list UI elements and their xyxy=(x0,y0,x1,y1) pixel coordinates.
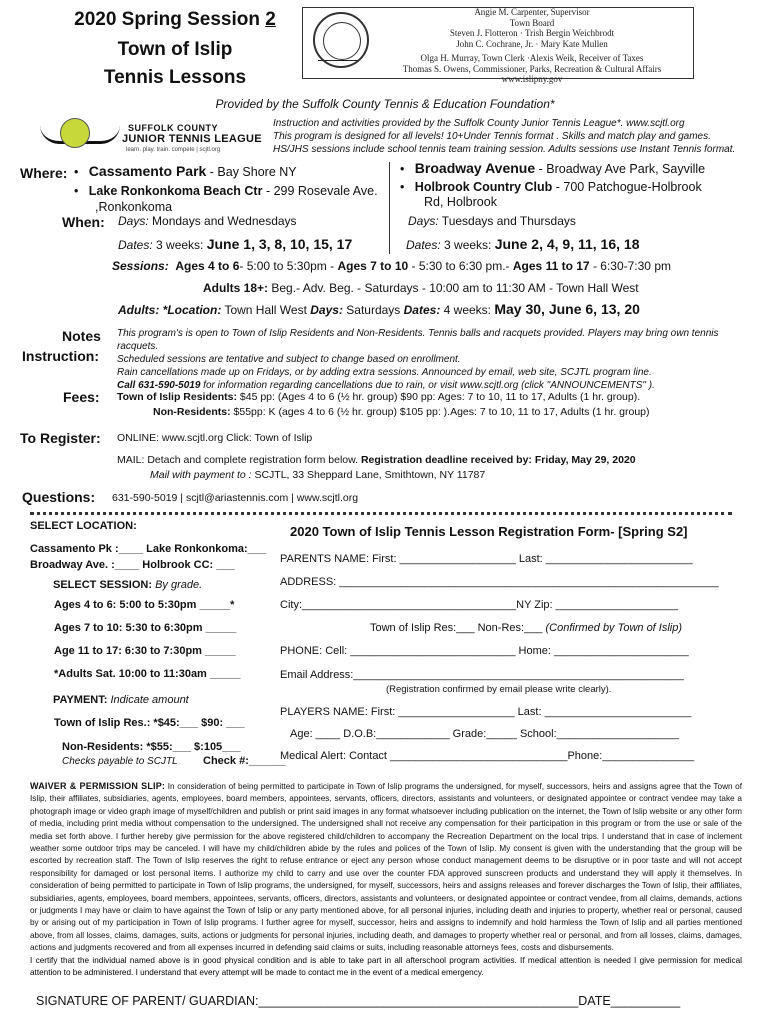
tennis-ball-icon xyxy=(60,118,90,148)
official-clerk: Olga H. Murray, Town Clerk ·Alexis Weik, Receiver of Taxes xyxy=(420,53,644,63)
page-title-line1: 2020 Spring Session 2 xyxy=(74,9,276,30)
payment-residents[interactable]: Town of Islip Res.: *$45:___ $90: ___ xyxy=(54,717,245,729)
location-holbrook: • Holbrook Country Club - 700 Patchogue-Holbrook xyxy=(400,180,702,194)
parents-name-field[interactable]: PARENTS NAME: First: ___________________ Last: ________________________ xyxy=(280,553,693,565)
medical-alert-field[interactable]: Medical Alert: Contact _____________________________Phone:_______________ xyxy=(280,750,695,762)
fees-nonresidents: Non-Residents: $55pp: K (ages 4 to 6 (½ hr. group) $105 pp: ).Ages: 7 to 10, 11 to 17, Adults (1 hr. group) xyxy=(153,406,650,418)
notes-line-1: This program's is open to Town of Islip Residents and Non-Residents. Tennis balls and racquets provided. Players may bring own tennis racquets. xyxy=(117,328,719,352)
payment-nonresidents[interactable]: Non-Residents: *$55:___ $:105___ xyxy=(62,741,241,753)
provided-by: Provided by the Suffolk County Tennis & Education Foundation* xyxy=(215,97,555,111)
location-choice-row-2[interactable]: Broadway Ave. :____ Holbrook CC: ___ xyxy=(30,559,235,571)
waiver-text: WAIVER & PERMISSION SLIP: In consideration of being permitted to participate in Town of Islip programs the undersigned, for myself, successors, heirs and assigns agree that the Town of Islip, their affiliates, subsidiaries, agents, employees, board members, appointees, servants, officers, directors, assistants and volunteers, or designated appointee or contract vendee may take a photograph image or video graph image of myself/children and publish or print said images in any format whatsoever including publication on the internet, the Town of Islip website or any other form of media, including print media without compensation to the undersigned. The undersigned shall not receive any compensation for their participation in this program or from the use or sale of the media set forth above. I further hereby give permission for the above registered child/children to accompany the Recreation Department on the local trips. I understand that in case of inclement weather some outdoor trips may be canceled. I will have my child/children abide by the rules and polices of the Town of Islip. My consent is given with the understanding that the group will be escorted by recreation staff. The Town of Islip reserves the right to refuse entrance or eject any person whose conduct management deems to be disruptive or in poor taste and will not accept responsibility for damaged or lost personal items. I authorize my child to carry and use over the counter FDA approved sunscreen products and understand they will apply it themselves. In consideration of being permitted to participate in Town of Islip programs, the undersigned, for myself, successors, heirs and assigns releases and forever discharges the Town of Islip, their affiliates, subsidiaries, agents, employees, board members, appointees, servants, officers, directors, assistants and volunteers, or designated appointee or contract vendee, from all claims, demands, actions or judgments I may have or claim to have against the Town of Islip or any party mentioned above, for all personal injuries, including death and injuries to property, whether real or personal, caused by or arising out of my participation in Town of Islip programs. I further agree for myself, successor, heirs and assigns to indemnify and hold harmless the Town of Islip and all parties mentioned above, from all losses, claims, damages, suits, actions or judgments for personal injuries, including death, and damages to property whether real or personal, and from all losses, claims, damages, actions and judgments recovered and from all expenses incurred in defending said claims or suits, including reasonable attorneys fees, costs and disbursements. I certify that the individual named above is in good physical condition and is able to take part in all afterschool program activities. If medical attention is needed I give permission for medical attention to be administered. I understand that every attempt will be made to contact me in the event of a medical emergency. xyxy=(30,781,743,978)
intro-line-1: Instruction and activities provided by the Suffolk County Junior Tennis League*. www.scjtl.org xyxy=(273,118,685,129)
divider xyxy=(318,60,358,61)
location-holbrook-line2: Rd, Holbrook xyxy=(424,195,497,209)
form-title: 2020 Town of Islip Tennis Lesson Registration Form- [Spring S2] xyxy=(290,524,688,539)
where-label: Where: xyxy=(20,165,68,181)
residency-field[interactable]: Town of Islip Res:___ Non-Res:___ (Confirmed by Town of Islip) xyxy=(370,622,683,634)
questions-label: Questions: xyxy=(22,489,96,505)
location-cassamento: • Cassamento Park - Bay Shore NY xyxy=(74,163,297,179)
column-divider xyxy=(389,162,390,254)
session-choice-7-10[interactable]: Ages 7 to 10: 5:30 to 6:30pm _____ xyxy=(54,622,237,634)
notes-text xyxy=(117,327,747,392)
location-choice-row-1[interactable]: Cassamento Pk :____ Lake Ronkonkoma:___ xyxy=(30,543,266,555)
session-choice-4-6[interactable]: Ages 4 to 6: 5:00 to 5:30pm _____* xyxy=(54,599,235,611)
location-broadway: • Broadway Avenue - Broadway Ave Park, Sayville xyxy=(400,160,706,176)
official-board-2: John C. Cochrane, Jr. · Mary Kate Mullen xyxy=(456,38,608,49)
adults-location-line: Adults: *Location: Town Hall West Days: Saturdays Dates: 4 weeks: May 30, June 6, 13, 20 xyxy=(118,301,640,317)
official-supervisor: Angie M. Carpenter, Supervisor xyxy=(474,7,590,17)
phone-field[interactable]: PHONE: Cell: ___________________________ Home: ______________________ xyxy=(280,645,689,657)
check-number-field[interactable]: Check #:______ xyxy=(203,755,286,767)
email-note: (Registration confirmed by email please write clearly). xyxy=(386,684,612,695)
notes-label: Notes xyxy=(62,328,101,344)
select-session-label: SELECT SESSION: By grade. xyxy=(53,579,203,591)
payment-label: PAYMENT: Indicate amount xyxy=(53,694,189,706)
register-mail-address: Mail with payment to : SCJTL, 33 Sheppard Lane, Smithtown, NY 11787 xyxy=(150,469,486,481)
questions-contact: 631-590-5019 | scjtl@ariastennis.com | www.scjtl.org xyxy=(112,492,359,504)
players-name-field[interactable]: PLAYERS NAME: First: ___________________ Last: ________________________ xyxy=(280,706,692,718)
detach-line xyxy=(30,512,732,515)
right-dates: Dates: 3 weeks: June 2, 4, 9, 11, 16, 18 xyxy=(406,236,640,252)
page-title-line3: Tennis Lessons xyxy=(103,67,247,88)
notes-line-2: Scheduled sessions are tentative and subject to change based on enrollment. xyxy=(117,354,461,365)
select-location-label: SELECT LOCATION: xyxy=(30,520,137,532)
notes-line-4: Call 631-590-5019 for information regarding cancellations due to rain, or visit www.scjtl.org (click "ANNOUNCEMENTS" ). xyxy=(117,380,655,391)
logo-text-1: SUFFOLK COUNTY xyxy=(128,123,218,133)
email-field[interactable]: Email Address:______________________________________________________ xyxy=(280,669,684,681)
logo-text-3: learn. play. train. compete | scjtl.org xyxy=(126,147,221,153)
register-online: ONLINE: www.scjtl.org Click: Town of Islip xyxy=(117,432,313,444)
fees-label: Fees: xyxy=(63,389,100,405)
sessions-line: Sessions: Ages 4 to 6- 5:00 to 5:30pm - Ages 7 to 10 - 5:30 to 6:30 pm.- Ages 11 to 17 - 6:30-7:30 pm xyxy=(112,259,671,273)
location-ronkonkoma: • Lake Ronkonkoma Beach Ctr - 299 Rosevale Ave. xyxy=(74,184,378,198)
notes-line-3: Rain cancellations made up on Fridays, or by adding extra sessions. Announced by email, web site, SCJTL program line. xyxy=(117,367,652,378)
session-choice-11-17[interactable]: Age 11 to 17: 6:30 to 7:30pm _____ xyxy=(54,645,236,657)
signature-line[interactable]: SIGNATURE OF PARENT/ GUARDIAN:______________________________________________DATE__________ xyxy=(36,994,681,1008)
fees-residents: Town of Islip Residents: $45 pp: (Ages 4 to 6 (½ hr. group) $90 pp: Ages: 7 to 10, 11 to 17, Adults (1 hr. group). xyxy=(117,391,641,403)
logo-text-2: JUNIOR TENNIS LEAGUE xyxy=(122,133,262,145)
checks-payable: Checks payable to SCJTL xyxy=(62,756,178,767)
register-label: To Register: xyxy=(20,430,101,446)
officials-list xyxy=(372,7,692,85)
intro-text xyxy=(273,117,743,156)
when-label: When: xyxy=(62,214,105,230)
city-zip-field[interactable]: City:___________________________________NY Zip: ____________________ xyxy=(280,599,679,611)
session-choice-adults[interactable]: *Adults Sat. 10:00 to 11:30am _____ xyxy=(54,668,241,680)
waiver-certification: I certify that the individual named above is in good physical condition and is able to take part in all afterschool program activities. If medical attention is needed I give permission for medical attention to be administered. I understand that every attempt will be made to contact me in the event of a medical emergency. xyxy=(30,955,742,978)
page-title-line2: Town of Islip xyxy=(117,39,233,60)
register-mail: MAIL: Detach and complete registration form below. Registration deadline received by: Friday, May 29, 2020 xyxy=(117,454,636,466)
official-commissioner: Thomas S. Owens, Commissioner, Parks, Recreation & Cultural Affairs www.islipny.gov xyxy=(402,63,662,84)
left-days: Days: Mondays and Wednesdays xyxy=(118,214,297,228)
adults-session-line: Adults 18+: Beg.- Adv. Beg. - Saturdays - 10:00 am to 11:30 AM - Town Hall West xyxy=(203,281,639,295)
official-board-title: Town Board xyxy=(509,17,555,28)
intro-line-2: This program is designed for all levels! 10+Under Tennis format . Skills and match play and games. xyxy=(273,131,711,142)
left-dates: Dates: 3 weeks: June 1, 3, 8, 10, 15, 17 xyxy=(118,236,353,252)
instruction-label: Instruction: xyxy=(22,348,99,364)
intro-line-3: HS/JHS sessions include school tennis team training session. Adults sessions use Instant Tennis format. xyxy=(273,144,736,155)
official-board-1: Steven J. Flotteron · Trish Bergin Weichbrodt xyxy=(449,28,615,38)
right-days: Days: Tuesdays and Thursdays xyxy=(408,214,576,228)
location-ronkonkoma-line2: ,Ronkonkoma xyxy=(95,200,173,214)
address-field[interactable]: ADDRESS: ______________________________________________________________ xyxy=(280,576,719,588)
age-dob-grade-school-field[interactable]: Age: ____ D.O.B:____________ Grade:_____ School:____________________ xyxy=(290,728,680,740)
